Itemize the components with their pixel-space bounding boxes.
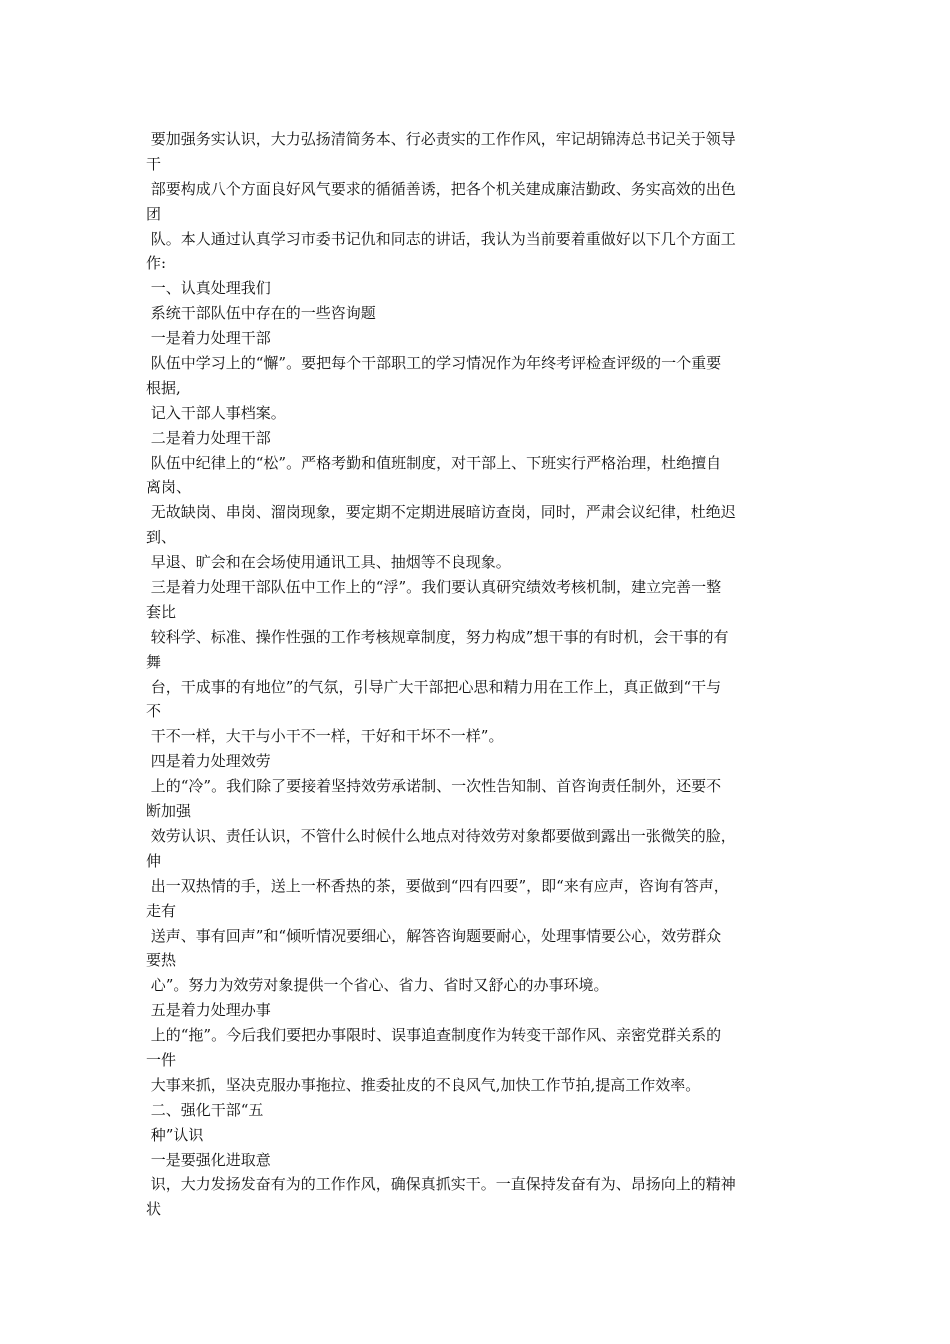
text-line: 一件 [146, 1050, 177, 1069]
text-line: 伸 [146, 851, 162, 870]
section-heading: 二、强化干部“五 [146, 1100, 264, 1119]
text-line: 较科学、标准、操作性强的工作考核规章制度，努力构成”想干事的有时机，会干事的有 [146, 627, 729, 646]
text-line: 种”认识 [146, 1125, 204, 1144]
text-line: 离岗、 [146, 478, 192, 497]
text-line: 记入干部人事档案。 [146, 403, 286, 422]
text-line: 不 [146, 702, 162, 721]
text-line: 送声、事有回声”和“倾听情况要细心，解答咨询题要耐心，处理事情要公心，效劳群众 [146, 926, 722, 945]
text-line: 一是着力处理干部 [146, 329, 271, 348]
text-line: 舞 [146, 652, 162, 671]
text-line: 五是着力处理办事 [146, 1001, 271, 1020]
text-line: 上的“拖”。今后我们要把办事限时、误事追查制度作为转变干部作风、亲密党群关系的 [146, 1026, 722, 1045]
text-line: 作: [146, 254, 167, 273]
text-line: 系统干部队伍中存在的一些咨询题 [146, 304, 376, 323]
text-line: 部要构成八个方面良好风气要求的循循善诱，把各个机关建成廉洁勤政、务实高效的出色 [146, 179, 736, 198]
text-line: 台，干成事的有地位”的气氛，引导广大干部把心思和精力用在工作上，真正做到“干与 [146, 677, 722, 696]
text-line: 队伍中纪律上的“松”。严格考勤和值班制度，对干部上、下班实行严格治理，杜绝擅自 [146, 453, 722, 472]
text-line: 到、 [146, 528, 177, 547]
text-line: 队伍中学习上的“懈”。要把每个干部职工的学习情况作为年终考评检查评级的一个重要 [146, 354, 722, 373]
text-line: 早退、旷会和在会场使用通讯工具、抽烟等不良现象。 [146, 553, 511, 572]
text-line: 干不一样，大干与小干不一样，干好和干坏不一样”。 [146, 727, 504, 746]
text-line: 上的“冷”。我们除了要接着坚持效劳承诺制、一次性告知制、首咨询责任制外，还要不 [146, 777, 722, 796]
text-line: 四是着力处理效劳 [146, 752, 271, 771]
document-body [146, 127, 826, 1222]
text-line: 要加强务实认识，大力弘扬清简务本、行必责实的工作作风，牢记胡锦涛总书记关于领导 [146, 130, 736, 148]
text-line: 二是着力处理干部 [146, 428, 271, 447]
text-line: 套比 [146, 602, 177, 621]
text-line: 队。本人通过认真学习市委书记仇和同志的讲话，我认为当前要着重做好以下几个方面工 [146, 229, 736, 248]
text-line: 效劳认识、责任认识，不管什么时候什么地点对待效劳对象都要做到露出一张微笑的脸， [146, 826, 736, 845]
text-line: 走有 [146, 901, 177, 920]
text-line: 团 [146, 204, 162, 223]
text-line: 三是着力处理干部队伍中工作上的“浮”。我们要认真研究绩效考核机制，建立完善一整 [146, 578, 722, 597]
text-line: 根据, [146, 378, 181, 397]
text-line: 出一双热情的手，送上一杯香热的茶，要做到“四有四要”，即“来有应声，咨询有答声， [146, 876, 729, 895]
text-line: 要热 [146, 951, 177, 970]
text-line: 心”。努力为效劳对象提供一个省心、省力、省时又舒心的办事环境。 [146, 976, 609, 995]
text-line: 识，大力发扬发奋有为的工作作风，确保真抓实干。一直保持发奋有为、昂扬向上的精神 [146, 1175, 736, 1194]
text-line: 状 [146, 1200, 162, 1219]
text-line: 干 [146, 154, 162, 173]
section-heading: 一、认真处理我们 [146, 279, 271, 298]
text-line: 一是要强化进取意 [146, 1150, 271, 1169]
text-line: 无故缺岗、串岗、溜岗现象，要定期不定期进展暗访查岗，同时，严肃会议纪律，杜绝迟 [146, 503, 736, 522]
text-line: 大事来抓，坚决克服办事拖拉、推委扯皮的不良风气,加快工作节拍,提高工作效率。 [146, 1075, 701, 1094]
text-line: 断加强 [146, 802, 192, 821]
